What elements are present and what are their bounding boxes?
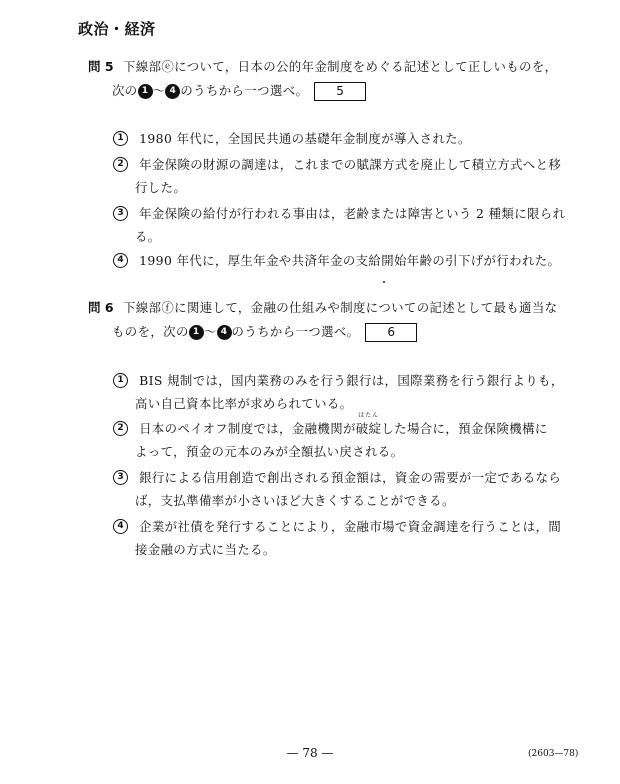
q5-stem-line2 bbox=[112, 81, 366, 101]
q6-option-2-text-b: した場合に，預金保険機構に bbox=[381, 421, 548, 436]
q5-option-3-text-line2: る。 bbox=[135, 229, 161, 244]
q6-option-3-text-line1: 銀行による信用創造で創出される預金額は，資金の需要が一定であるなら bbox=[139, 470, 562, 485]
q6-underline-mark: ⓕ bbox=[161, 300, 175, 315]
q5-option-3-text-line1: 年金保険の給付が行われる事由は，老齢または障害という 2 種類に限られ bbox=[139, 206, 566, 221]
q6-option-2-ruby-reading: はたん bbox=[358, 412, 380, 419]
q5-underline-mark: ⓔ bbox=[161, 59, 175, 74]
q6-stem-prefix: 下線部 bbox=[123, 300, 162, 315]
q5-stem-line1 bbox=[123, 57, 557, 75]
q5-option-4 bbox=[113, 250, 560, 269]
q6-option-4 bbox=[113, 516, 561, 535]
q5-number: 問 5 bbox=[88, 59, 114, 74]
q6-option-4-marker: 4 bbox=[113, 519, 128, 534]
q6-option-2 bbox=[113, 412, 548, 437]
q6-option-2-text-line1 bbox=[139, 412, 548, 436]
q6-answer-box[interactable]: 6 bbox=[365, 323, 417, 342]
q6-option-1-text-line2: 高い自己資本比率が求められている。 bbox=[135, 396, 353, 411]
q6-option-2-text-a: 日本のペイオフ制度では，金融機関が bbox=[139, 421, 356, 436]
q6-option-4-text-line2: 接金融の方式に当たる。 bbox=[135, 542, 276, 557]
q5-stem-line2-suffix: のうちから一つ選べ。 bbox=[180, 83, 309, 98]
q5-option-4-marker: 4 bbox=[113, 253, 128, 268]
q6-option-2-marker: 2 bbox=[113, 421, 128, 436]
q6-option-2-text-line2: よって，預金の元本のみが全額払い戻される。 bbox=[135, 444, 404, 459]
q6-stem-line2-prefix: ものを，次の bbox=[112, 324, 189, 339]
q6-option-3-marker: 3 bbox=[113, 470, 128, 485]
q5-option-2-marker: 2 bbox=[113, 157, 128, 172]
q5-option-1-marker: 1 bbox=[113, 131, 128, 146]
q6-option-1 bbox=[113, 370, 564, 389]
q5-range-tilde: ～ bbox=[152, 83, 166, 98]
q5-option-3 bbox=[113, 203, 565, 222]
q5-option-3-marker: 3 bbox=[113, 206, 128, 221]
q5-stem-suffix: について，日本の公的年金制度をめぐる記述として正しいものを， bbox=[174, 59, 558, 74]
page-number: — 78 — bbox=[286, 746, 334, 760]
q6-range-end-marker: 4 bbox=[217, 325, 232, 340]
q6-number: 問 6 bbox=[88, 300, 114, 315]
q5-option-2-text-line2: 行した。 bbox=[135, 180, 187, 195]
q5-option-4-text: 1990 年代に，厚生年金や共済年金の支給開始年齢の引下げが行われた。 bbox=[139, 253, 561, 268]
q5-option-1 bbox=[113, 128, 471, 147]
q6-option-2-ruby-base: 破綻 bbox=[355, 421, 382, 436]
q6-range-tilde: ～ bbox=[203, 324, 217, 339]
q6-stem-suffix: に関連して，金融の仕組みや制度についての記述として最も適当な bbox=[174, 300, 558, 315]
section-title: 政治・経済 bbox=[78, 20, 156, 38]
q6-stem-line1 bbox=[123, 298, 557, 316]
q6-option-1-marker: 1 bbox=[113, 373, 128, 388]
q5-range-start-marker: 1 bbox=[138, 84, 153, 99]
q5-option-1-text: 1980 年代に，全国民共通の基礎年金制度が導入された。 bbox=[139, 131, 471, 146]
q6-option-4-text-line1: 企業が社債を発行することにより，金融市場で資金調達を行うことは，間 bbox=[139, 519, 562, 534]
q6-stem-line2 bbox=[112, 322, 417, 342]
q5-range-end-marker: 4 bbox=[165, 84, 180, 99]
q6-option-3-text-line2: ば，支払準備率が小さいほど大きくすることができる。 bbox=[135, 493, 455, 508]
stray-dot bbox=[383, 281, 385, 283]
q5-stem-line2-prefix: 次の bbox=[112, 83, 138, 98]
q5-option-2 bbox=[113, 154, 561, 173]
q5-stem-prefix: 下線部 bbox=[123, 59, 162, 74]
q5-answer-box[interactable]: 5 bbox=[314, 82, 366, 101]
q6-option-1-text-line1: BIS 規制では，国内業務のみを行う銀行は，国際業務を行う銀行よりも， bbox=[139, 373, 564, 388]
document-code: (2603—78) bbox=[528, 749, 579, 759]
q6-option-3 bbox=[113, 467, 561, 486]
q6-stem-line2-suffix: のうちから一つ選べ。 bbox=[231, 324, 360, 339]
q5-option-2-text-line1: 年金保険の財源の調達は，これまでの賦課方式を廃止して積立方式へと移 bbox=[139, 157, 562, 172]
q6-option-2-ruby bbox=[355, 412, 382, 437]
q6-range-start-marker: 1 bbox=[189, 325, 204, 340]
